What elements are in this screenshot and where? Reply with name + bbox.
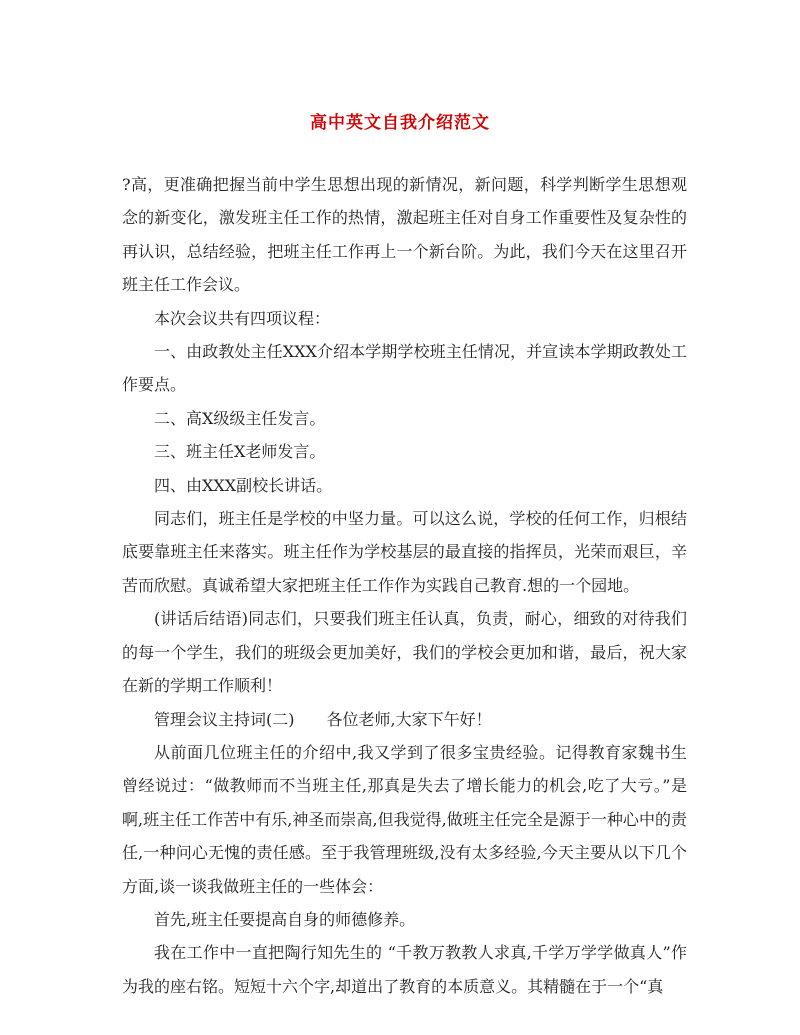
paragraph: 从前面几位班主任的介绍中,我又学到了很多宝贵经验。记得教育家魏书生曾经说过：“做教师而不当班主任,那真是失去了增长能力的机会,吃了大亏。”是啊,班主任工作苦中有乐,神圣而崇高,但我觉得,做班主任完全是源于一种心中的责任,一种问心无愧的责任感。至于我管理班级,没有太多经验,今天主要从以下几个方面,谈一谈我做班主任的一些体会： [122,742,687,896]
paragraph: (讲话后结语)同志们，只要我们班主任认真，负责，耐心，细致的对待我们的每一个学生，我们的班级会更加美好，我们的学校会更加和谐，最后，祝大家在新的学期工作顺利！ [122,609,687,696]
document-title: 高中英文自我介绍范文 [310,113,490,133]
paragraph: 管理会议主持词(二) 各位老师,大家下午好！ [154,709,492,729]
paragraph: 同志们，班主任是学校的中坚力量。可以这么说，学校的任何工作，归根结底要靠班主任来落实。班主任作为学校基层的最直接的指挥员，光荣而艰巨，辛苦而欣慰。真诚希望大家把班主任工作作为实践自己教育.想的一个园地。 [122,509,687,595]
paragraph: 我在工作中一直把陶行知先生的 “千教万教教人求真,千学万学学做真人”作为我的座右铭。短短十六个字,却道出了教育的本质意义。其精髓在于一个“真 [122,943,687,996]
paragraph: ?高，更准确把握当前中学生思想出现的新情况，新问题，科学判断学生思想观念的新变化，激发班主任工作的热情，激起班主任对自身工作重要性及复杂性的再认识，总结经验，把班主任工作再上一个新台阶。为此，我们今天在这里召开班主任工作会议。 [122,175,687,295]
paragraph: 首先,班主任要提高自身的师德修养。 [154,909,416,929]
paragraph: 二、高X级级主任发言。 [154,408,326,428]
paragraph: 四、由XXX副校长讲话。 [154,475,333,495]
paragraph: 三、班主任X老师发言。 [154,442,326,462]
document-body [122,168,687,1003]
paragraph: 本次会议共有四项议程： [154,308,331,328]
paragraph: 一、由政教处主任XXX介绍本学期学校班主任情况，并宣读本学期政教处工作要点。 [122,342,687,395]
